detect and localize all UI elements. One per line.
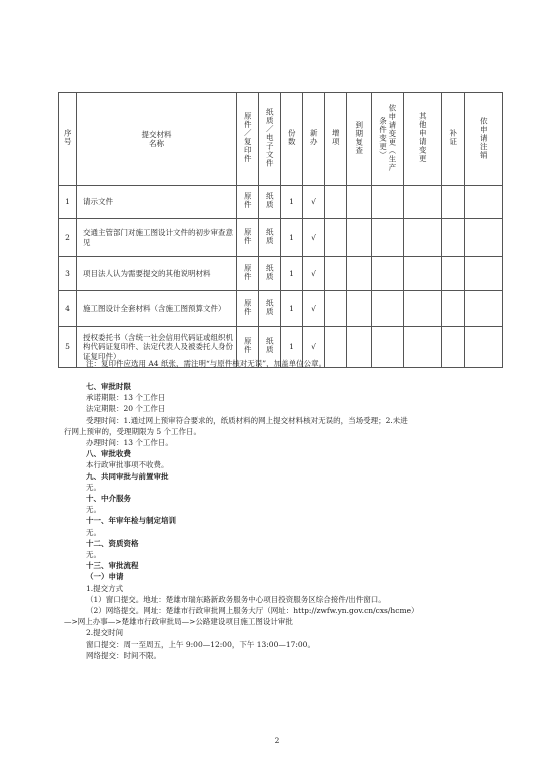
cell-seq: 2 [59, 219, 77, 257]
body-line: 无。 [86, 527, 101, 537]
cell-new: √ [303, 219, 325, 257]
body-line: 承诺期限：13 个工作日 [86, 393, 166, 403]
cell-copies: 1 [281, 327, 303, 368]
subsection-heading: （一）申请 [86, 572, 124, 582]
section-heading: 八、审批收费 [86, 449, 131, 459]
header-copies: 份数 [281, 93, 303, 186]
table-row [59, 257, 503, 291]
page-number: 2 [274, 736, 280, 745]
cell-orig: 原件 [237, 291, 259, 327]
body-line: 无。 [86, 482, 101, 492]
body-line: 本行政审批事项不收费。 [86, 460, 169, 470]
cell-name: 施工图设计全套材料（含施工图预算文件） [77, 291, 237, 327]
cell-name: 授权委托书（含统一社会信用代码证或组织机构代码证复印件、法定代表人及被委托人身份证复印件） [77, 327, 237, 368]
cell-paper: 纸质 [259, 327, 281, 368]
body-line: 无。 [86, 550, 101, 560]
cell-new: √ [303, 291, 325, 327]
cell-new: √ [303, 327, 325, 368]
table-row [59, 291, 503, 327]
cell-copies: 1 [281, 186, 303, 219]
header-orig-copy: 原件／复印件 [237, 93, 259, 186]
cell-orig: 原件 [237, 327, 259, 368]
cell-seq: 3 [59, 257, 77, 291]
materials-table [58, 92, 503, 368]
cell-copies: 1 [281, 257, 303, 291]
cell-paper: 纸质 [259, 257, 281, 291]
header-add: 增项 [325, 93, 347, 186]
body-line: 法定期限：20 个工作日 [86, 404, 166, 414]
section-heading: 十、中介服务 [86, 494, 131, 504]
cell-new: √ [303, 186, 325, 219]
header-change-business: 依申请变更（生产条件变更） [372, 93, 404, 186]
body-line: 行网上预审的，受理期限为 5 个工作日。 [64, 426, 202, 436]
cell-seq: 5 [59, 327, 77, 368]
body-line: （1）窗口提交。地址：楚雄市瑞东路新政务服务中心项目投资服务区综合接件/出件窗口。 [86, 594, 386, 604]
header-paper-elec: 纸质／电子文件 [259, 93, 281, 186]
body-line: 受理时间：1.通过网上预审符合要求的，纸质材料的网上提交材料核对无误的，当场受理；2.未进 [86, 415, 408, 425]
header-seq: 序号 [59, 93, 77, 186]
cell-name: 请示文件 [77, 186, 237, 219]
header-cancel: 依申请注销 [465, 93, 503, 186]
cell-paper: 纸质 [259, 186, 281, 219]
section-heading: 九、共同审批与前置审批 [86, 471, 169, 481]
body-line: 窗口提交：周一至周五，上午 9:00—12:00，下午 13:00—17:00。 [86, 639, 315, 649]
body-line: 办理时间：13 个工作日。 [86, 438, 173, 448]
cell-new: √ [303, 257, 325, 291]
section-heading: 十二、资质资格 [86, 538, 139, 548]
cell-seq: 1 [59, 186, 77, 219]
body-line: 2.提交时间 [86, 628, 124, 638]
body-line: 无。 [86, 505, 101, 515]
header-recheck: 到期复查 [347, 93, 372, 186]
table-header-row [59, 93, 503, 186]
cell-name: 交通主管部门对施工图设计文件的初步审查意见 [77, 219, 237, 257]
cell-orig: 原件 [237, 257, 259, 291]
body-line: 网络提交：时间不限。 [86, 650, 161, 660]
cell-copies: 1 [281, 291, 303, 327]
cell-orig: 原件 [237, 219, 259, 257]
document-body [64, 381, 506, 661]
header-name: 提交材料名称 [77, 93, 237, 186]
cell-orig: 原件 [237, 186, 259, 219]
section-heading: 十三、审批流程 [86, 561, 139, 571]
table-note: 注：复印件应选用 A4 纸张，需注明“与原件核对无误”，加盖单位公章。 [86, 359, 327, 368]
body-line: 1.提交方式 [86, 583, 124, 593]
body-line: —>网上办事—>楚雄市行政审批局—>公路建设项目施工图设计审批 [64, 617, 293, 627]
cell-seq: 4 [59, 291, 77, 327]
header-new: 新办 [303, 93, 325, 186]
cell-copies: 1 [281, 219, 303, 257]
cell-name: 项目法人认为需要提交的其他说明材料 [77, 257, 237, 291]
body-line: （2）网络提交。网址：楚雄市行政审批网上服务大厅（网址：http://zwfw.yn.gov.cn/cxs/hcme） [86, 606, 419, 616]
cell-paper: 纸质 [259, 291, 281, 327]
section-heading: 十一、年审年检与制定培训 [86, 516, 176, 526]
section-heading: 七、审批时限 [86, 382, 131, 391]
cell-paper: 纸质 [259, 219, 281, 257]
table-row [59, 219, 503, 257]
header-change-other: 其他申请变更 [404, 93, 442, 186]
table-row [59, 186, 503, 219]
header-reissue: 补证 [442, 93, 465, 186]
